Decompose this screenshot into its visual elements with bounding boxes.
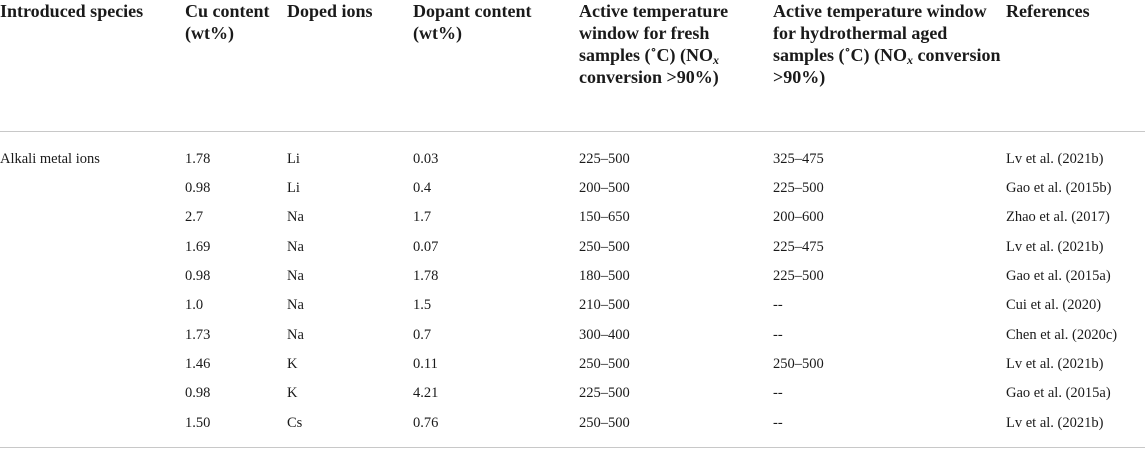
header-aged-subscript: x — [906, 53, 913, 67]
cell-ion: Li — [287, 150, 300, 167]
cell-ion: K — [287, 385, 298, 402]
empty-cell — [0, 232, 185, 261]
cell-aged: 225–475 — [773, 238, 824, 255]
empty-cell — [0, 261, 185, 290]
header-dopant-content: Dopant content (wt%) — [413, 0, 579, 131]
cell-cu: 1.50 — [185, 408, 287, 448]
header-aged-text: Active temperature window for hydrothermal aged samples (˚C) (NO — [773, 1, 987, 65]
table-row — [0, 203, 1145, 232]
header-cu-content: Cu content (wt%) — [185, 0, 287, 131]
header-aged-window — [773, 0, 1006, 131]
cell-ref: Gao et al. (2015a) — [1006, 385, 1111, 402]
table-header — [0, 0, 1145, 131]
header-references: References — [1006, 0, 1145, 131]
table-row — [0, 349, 1145, 378]
table-row — [0, 131, 1145, 174]
cell-dopant: 0.7 — [413, 326, 432, 343]
cell-aged: 200–600 — [773, 209, 824, 226]
header-fresh-window — [579, 0, 773, 131]
cell-ion: Na — [287, 326, 304, 343]
cell-dopant: 0.03 — [413, 150, 439, 167]
cell-ion: K — [287, 355, 298, 372]
cell-ref: Lv et al. (2021b) — [1006, 408, 1145, 448]
table-row — [0, 261, 1145, 290]
cell-ref: Lv et al. (2021b) — [1006, 150, 1104, 167]
cell-cu: 1.69 — [185, 238, 211, 255]
empty-cell — [0, 291, 185, 320]
cell-cu: 0.98 — [185, 180, 211, 197]
cell-fresh: 200–500 — [579, 180, 630, 197]
empty-cell — [0, 174, 185, 203]
cell-dopant: 0.11 — [413, 355, 438, 372]
cell-dopant: 0.07 — [413, 238, 439, 255]
empty-cell — [0, 349, 185, 378]
cell-aged: -- — [773, 326, 783, 343]
cell-ref: Gao et al. (2015a) — [1006, 268, 1111, 285]
cell-ion: Na — [287, 297, 304, 314]
empty-cell — [0, 379, 185, 408]
cell-fresh: 300–400 — [579, 326, 630, 343]
table-row — [0, 174, 1145, 203]
cell-aged: 225–500 — [773, 180, 824, 197]
header-introduced-species: Introduced species — [0, 0, 185, 131]
empty-cell — [0, 320, 185, 349]
cell-dopant: 4.21 — [413, 385, 439, 402]
cell-ion: Na — [287, 209, 304, 226]
cell-aged: -- — [773, 408, 1006, 448]
cell-ion: Cs — [287, 408, 413, 448]
table-body — [0, 131, 1145, 448]
cell-aged: 225–500 — [773, 268, 824, 285]
cell-cu: 0.98 — [185, 268, 211, 285]
empty-cell — [0, 203, 185, 232]
cell-ref: Cui et al. (2020) — [1006, 297, 1102, 314]
cell-ref: Chen et al. (2020c) — [1006, 326, 1118, 343]
cell-fresh: 225–500 — [579, 385, 630, 402]
header-row — [0, 0, 1145, 131]
cell-aged: -- — [773, 385, 783, 402]
table-row — [0, 379, 1145, 408]
header-fresh-subscript: x — [712, 53, 719, 67]
cell-ion: Li — [287, 180, 300, 197]
cell-fresh: 150–650 — [579, 209, 630, 226]
table-row — [0, 408, 1145, 448]
cell-ref: Lv et al. (2021b) — [1006, 238, 1104, 255]
cell-fresh: 225–500 — [579, 150, 630, 167]
cell-dopant: 1.78 — [413, 268, 439, 285]
cell-aged: -- — [773, 297, 783, 314]
cell-cu: 1.78 — [185, 150, 211, 167]
cell-ion: Na — [287, 238, 304, 255]
cell-cu: 1.46 — [185, 355, 211, 372]
empty-cell — [0, 408, 185, 448]
cell-ion: Na — [287, 268, 304, 285]
cell-ref: Lv et al. (2021b) — [1006, 355, 1104, 372]
cell-ref: Zhao et al. (2017) — [1006, 209, 1110, 226]
cell-fresh: 180–500 — [579, 268, 630, 285]
header-fresh-text: Active temperature window for fresh samples (˚C) (NO — [579, 1, 729, 65]
table-row — [0, 320, 1145, 349]
table-row — [0, 232, 1145, 261]
cell-cu: 0.98 — [185, 385, 211, 402]
cell-dopant: 1.5 — [413, 297, 432, 314]
cell-dopant: 0.4 — [413, 180, 432, 197]
cell-cu: 1.0 — [185, 297, 204, 314]
cell-fresh: 210–500 — [579, 297, 630, 314]
cell-dopant: 1.7 — [413, 209, 432, 226]
cell-fresh: 250–500 — [579, 408, 773, 448]
cell-dopant: 0.76 — [413, 408, 579, 448]
cell-aged: 250–500 — [773, 355, 824, 372]
cell-fresh: 250–500 — [579, 355, 630, 372]
cell-ref: Gao et al. (2015b) — [1006, 180, 1112, 197]
cell-aged: 325–475 — [773, 150, 824, 167]
header-fresh-text-end: conversion >90%) — [579, 67, 719, 87]
header-doped-ions: Doped ions — [287, 0, 413, 131]
cell-cu: 1.73 — [185, 326, 211, 343]
group-label: Alkali metal ions — [0, 150, 100, 167]
cell-fresh: 250–500 — [579, 238, 630, 255]
header-aged-text-end: conversion >90%) — [773, 45, 1001, 87]
cell-cu: 2.7 — [185, 209, 204, 226]
table-row — [0, 291, 1145, 320]
